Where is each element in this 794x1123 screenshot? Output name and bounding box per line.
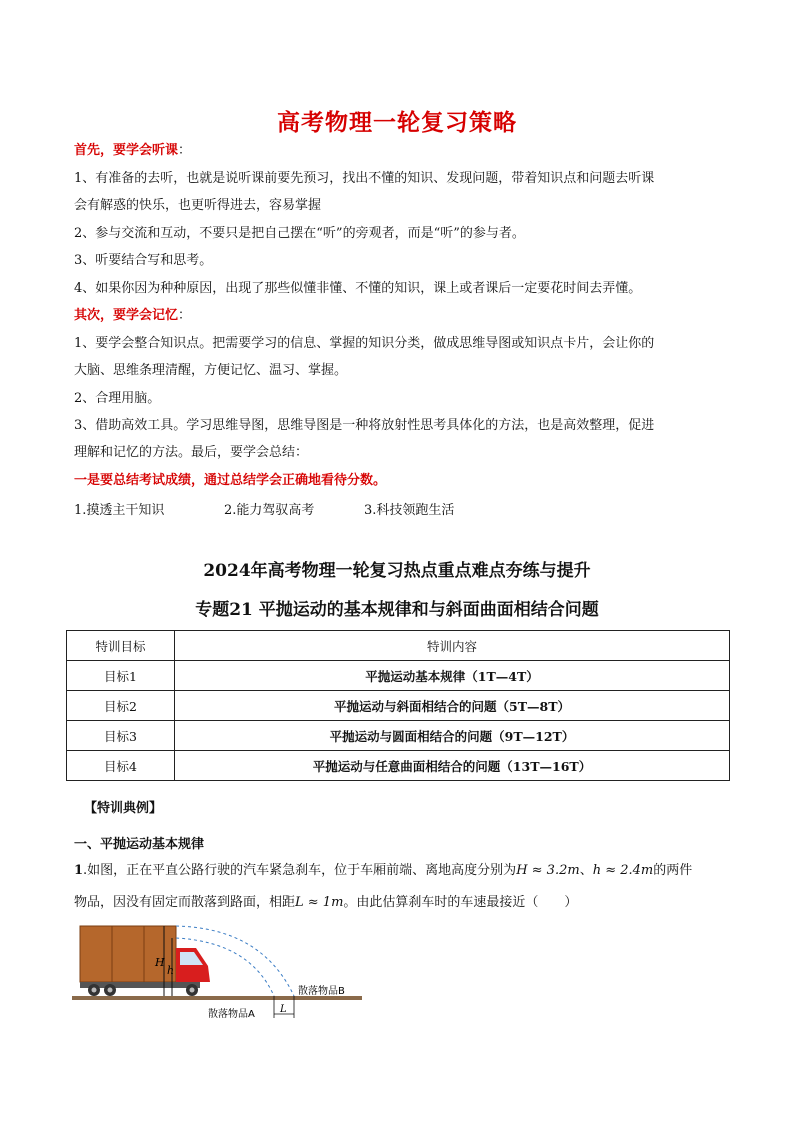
table-row bbox=[67, 721, 730, 751]
main-title: 高考物理一轮复习策略 bbox=[277, 110, 517, 136]
section2-line-3: 2、合理用脑。 bbox=[74, 391, 161, 406]
separator: 、 bbox=[579, 863, 593, 878]
question-text: .如图，正在平直公路行驶的汽车紧急刹车，位于车厢前端、离地高度分别为 bbox=[83, 863, 517, 878]
section2-line-2: 大脑、思维条理清醒，方便记忆、温习、掌握。 bbox=[74, 363, 348, 378]
table-header-cell: 特训目标 bbox=[67, 631, 175, 661]
section1-colon: ： bbox=[178, 143, 192, 158]
section1-heading-line bbox=[74, 142, 734, 160]
table-header-row bbox=[67, 631, 730, 661]
question-text: 的两件 bbox=[653, 863, 693, 878]
table-cell: 目标4 bbox=[67, 751, 175, 781]
question-number: 1 bbox=[74, 863, 84, 878]
topic-title: 专题21 平抛运动的基本规律和与斜面曲面相结合问题 bbox=[195, 600, 599, 620]
table-cell: 目标3 bbox=[67, 721, 175, 751]
section1-line-2: 会有解惑的快乐，也更听得进去，容易掌握 bbox=[74, 198, 322, 213]
label-h: h bbox=[167, 964, 175, 977]
truck-figure bbox=[72, 920, 372, 1030]
table-row bbox=[67, 661, 730, 691]
section2-heading: 其次，要学会记忆 bbox=[74, 308, 179, 323]
label-A: 散落物品A bbox=[208, 1009, 255, 1020]
section1-line-5: 4、如果你因为种种原因，出现了那些似懂非懂、不懂的知识，课上或者课后一定要花时间去弄懂。 bbox=[74, 281, 642, 296]
example-heading: 【特训典例】 bbox=[84, 801, 163, 816]
section2-line-5: 理解和记忆的方法。最后，要学会总结： bbox=[74, 445, 309, 460]
label-H: H bbox=[155, 956, 165, 969]
table-cell: 平抛运动与任意曲面相结合的问题（13T—16T） bbox=[175, 751, 730, 781]
section2-colon: ： bbox=[178, 308, 192, 323]
formula-H: H ≈ 3.2m bbox=[516, 863, 580, 878]
table-row bbox=[67, 691, 730, 721]
item-3: 3.科技领跑生活 bbox=[364, 503, 455, 518]
question-text: 。由此估算刹车时的车速最接近（ ） bbox=[343, 895, 578, 910]
formula-h: h ≈ 2.4m bbox=[592, 863, 654, 878]
table-cell: 目标1 bbox=[67, 661, 175, 691]
table-header-cell: 特训内容 bbox=[175, 631, 730, 661]
question-text: 物品，因没有固定而散落到路面，相距 bbox=[74, 895, 296, 910]
section1-line-4: 3、听要结合写和思考。 bbox=[74, 253, 213, 268]
table-cell: 平抛运动与斜面相结合的问题（5T—8T） bbox=[175, 691, 730, 721]
doc-title: 2024年高考物理一轮复习热点重点难点夯练与提升 bbox=[203, 561, 591, 581]
section1-line-3: 2、参与交流和互动，不要只是把自己摆在“听”的旁观者，而是“听”的参与者。 bbox=[74, 226, 525, 241]
table-row bbox=[67, 751, 730, 781]
section1-line-1: 1、有准备的去听，也就是说听课前要先预习，找出不懂的知识、发现问题，带着知识点和问题去听课 bbox=[74, 171, 655, 186]
question1-line-2 bbox=[74, 894, 734, 912]
label-L: L bbox=[280, 1004, 287, 1015]
section2-heading-line bbox=[74, 307, 734, 325]
section2-line-1: 1、要学会整合知识点。把需要学习的信息、掌握的知识分类，做成思维导图或知识点卡片，会让你的 bbox=[74, 336, 655, 351]
section2-line-4: 3、借助高效工具。学习思维导图，思维导图是一种将放射性思考具体化的方法，也是高效整理，促进 bbox=[74, 418, 655, 433]
formula-L: L ≈ 1m bbox=[295, 895, 344, 910]
table-cell: 平抛运动与圆面相结合的问题（9T—12T） bbox=[175, 721, 730, 751]
label-B: 散落物品B bbox=[298, 986, 345, 997]
cargo-box bbox=[80, 926, 176, 982]
question1-line-1 bbox=[74, 862, 734, 880]
section2-red-line: 一是要总结考试成绩，通过总结学会正确地看待分数。 bbox=[74, 473, 387, 488]
training-table bbox=[66, 630, 730, 781]
section1-heading: 首先，要学会听课 bbox=[74, 143, 179, 158]
item-1: 1.摸透主干知识 bbox=[74, 503, 165, 518]
subsection-heading: 一、平抛运动基本规律 bbox=[74, 837, 205, 852]
table-cell: 目标2 bbox=[67, 691, 175, 721]
table-cell: 平抛运动基本规律（1T—4T） bbox=[175, 661, 730, 691]
item-2: 2.能力驾驭高考 bbox=[224, 503, 315, 518]
